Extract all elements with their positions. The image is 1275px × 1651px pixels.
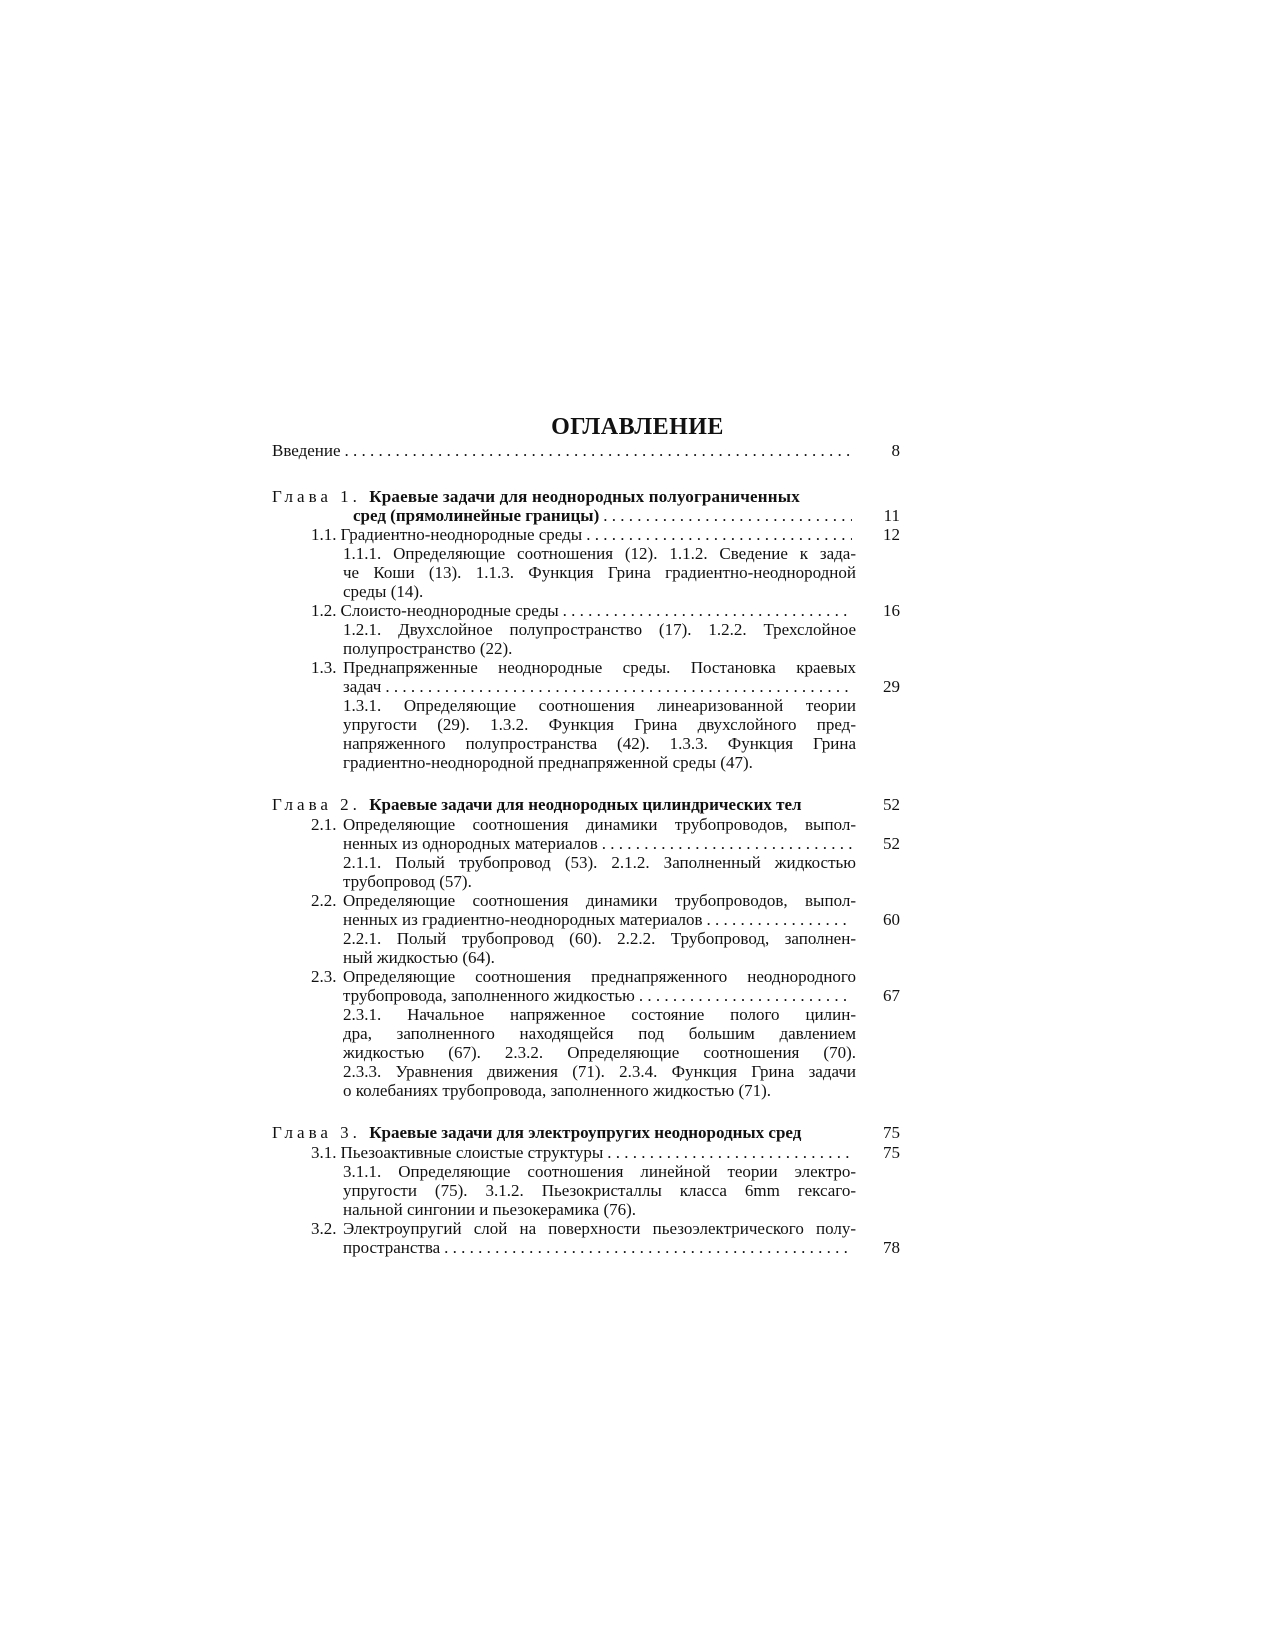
page-number: 67 — [883, 986, 900, 1005]
page-number: 12 — [883, 525, 900, 544]
leader-dots — [602, 834, 852, 854]
subsection-line: жидкостью (67). 2.3.2. Определяющие соотношения (70). — [343, 1043, 856, 1062]
section-title: Определяющие соотношения динамики трубопроводов, выпол- — [343, 815, 856, 834]
subsection-line: нальной сингонии и пьезокерамика (76). — [343, 1200, 637, 1219]
page-number: 29 — [883, 677, 900, 696]
page-number: 52 — [883, 795, 900, 814]
toc-section-2-1[interactable] — [311, 815, 856, 835]
chapter-1-heading[interactable] — [272, 487, 856, 507]
leader-dots — [639, 986, 852, 1006]
toc-section-3-2[interactable] — [311, 1219, 856, 1239]
chapter-title-cont: сред (прямолинейные границы) — [353, 506, 600, 525]
subsection-line: упругости (29). 1.3.2. Функция Грина двухслойного пред- — [343, 715, 856, 734]
section-number: 3.1. — [311, 1143, 337, 1162]
toc-section-2-1-cont[interactable] — [343, 834, 856, 854]
section-title-cont: ненных из однородных материалов — [343, 834, 598, 853]
subsection-line: 1.2.1. Двухслойное полупространство (17). 1.2.2. Трехслойное — [343, 620, 856, 639]
leader-dots — [385, 677, 852, 697]
leader-dots — [444, 1238, 852, 1258]
section-title: Градиентно-неоднородные среды — [340, 525, 583, 544]
section-title: Пьезоактивные слоистые структуры — [340, 1143, 604, 1162]
section-number: 3.2. — [311, 1219, 337, 1238]
section-number: 2.3. — [311, 967, 337, 986]
toc-section-2-2[interactable] — [311, 891, 856, 911]
toc-section-1-2[interactable] — [311, 601, 856, 621]
subsection-line: 3.1.1. Определяющие соотношения линейной теории электро- — [343, 1162, 856, 1181]
leader-dots — [345, 441, 852, 461]
chapter-prefix: Глава 3. — [272, 1123, 361, 1142]
section-title-cont: трубопровода, заполненного жидкостью — [343, 986, 635, 1005]
section-number: 1.2. — [311, 601, 337, 620]
page-number: 75 — [883, 1123, 900, 1142]
section-title: Слоисто-неоднородные среды — [340, 601, 559, 620]
chapter-prefix: Глава 2. — [272, 795, 361, 814]
chapter-3-heading[interactable] — [272, 1123, 856, 1143]
section-number: 1.1. — [311, 525, 337, 544]
section-title-cont: ненных из градиентно-неоднородных материалов — [343, 910, 703, 929]
section-number: 2.1. — [311, 815, 337, 834]
toc-entry-intro[interactable] — [272, 441, 856, 461]
section-title-cont: пространства — [343, 1238, 441, 1257]
subsection-line: градиентно-неоднородной преднапряженной среды (47). — [343, 753, 753, 772]
section-title: Определяющие соотношения преднапряженного неоднородного — [343, 967, 856, 986]
page-number: 75 — [883, 1143, 900, 1162]
toc-section-1-1[interactable] — [311, 525, 856, 545]
chapter-title: Краевые задачи для неоднородных полуограниченных — [369, 487, 800, 506]
section-title-cont: задач — [343, 677, 382, 696]
subsection-line: че Коши (13). 1.1.3. Функция Грина градиентно-неоднородной — [343, 563, 856, 582]
subsection-line: 2.2.1. Полый трубопровод (60). 2.2.2. Трубопровод, заполнен- — [343, 929, 856, 948]
section-title: Преднапряженные неоднородные среды. Постановка краевых — [343, 658, 856, 677]
leader-dots — [563, 601, 852, 621]
section-title: Электроупругий слой на поверхности пьезоэлектрического полу- — [343, 1219, 856, 1238]
toc-section-2-3-cont[interactable] — [343, 986, 856, 1006]
subsection-line: 2.1.1. Полый трубопровод (53). 2.1.2. Заполненный жидкостью — [343, 853, 856, 872]
toc-section-3-2-cont[interactable] — [343, 1238, 856, 1258]
chapter-1-heading-cont[interactable] — [353, 506, 856, 526]
subsection-line: 2.3.3. Уравнения движения (71). 2.3.4. Функция Грина задачи — [343, 1062, 856, 1081]
subsection-line: 2.3.1. Начальное напряженное состояние полого цилин- — [343, 1005, 856, 1024]
page-number: 52 — [883, 834, 900, 853]
chapter-title: Краевые задачи для электроупругих неоднородных сред — [369, 1123, 802, 1142]
page-number: 60 — [883, 910, 900, 929]
page-number: 16 — [883, 601, 900, 620]
page-number: 8 — [891, 441, 900, 460]
subsection-line: трубопровод (57). — [343, 872, 472, 891]
toc-section-1-3[interactable] — [311, 658, 856, 678]
subsection-line: 1.3.1. Определяющие соотношения линеаризованной теории — [343, 696, 856, 715]
page-number: 78 — [883, 1238, 900, 1257]
toc-section-3-1[interactable] — [311, 1143, 856, 1163]
subsection-line: дра, заполненного находящейся под большим давлением — [343, 1024, 856, 1043]
entry-title: Введение — [272, 441, 341, 460]
chapter-prefix: Глава 1. — [272, 487, 361, 506]
leader-dots — [603, 506, 852, 526]
chapter-title: Краевые задачи для неоднородных цилиндрических тел — [369, 795, 802, 814]
section-number: 2.2. — [311, 891, 337, 910]
toc-section-1-3-cont[interactable] — [343, 677, 856, 697]
leader-dots — [586, 525, 852, 545]
section-title: Определяющие соотношения динамики трубопроводов, выпол- — [343, 891, 856, 910]
subsection-line: о колебаниях трубопровода, заполненного жидкостью (71). — [343, 1081, 772, 1100]
subsection-line: среды (14). — [343, 582, 424, 601]
subsection-line: напряженного полупространства (42). 1.3.3. Функция Грина — [343, 734, 856, 753]
page-number: 11 — [883, 506, 900, 525]
page-title: ОГЛАВЛЕНИЕ — [551, 414, 724, 440]
section-number: 1.3. — [311, 658, 337, 677]
toc-section-2-2-cont[interactable] — [343, 910, 856, 930]
chapter-2-heading[interactable] — [272, 795, 856, 815]
subsection-line: упругости (75). 3.1.2. Пьезокристаллы класса 6mm гексаго- — [343, 1181, 856, 1200]
toc-section-2-3[interactable] — [311, 967, 856, 987]
subsection-line: 1.1.1. Определяющие соотношения (12). 1.1.2. Сведение к зада- — [343, 544, 856, 563]
subsection-line: ный жидкостью (64). — [343, 948, 495, 967]
subsection-line: полупространство (22). — [343, 639, 513, 658]
leader-dots — [607, 1143, 852, 1163]
